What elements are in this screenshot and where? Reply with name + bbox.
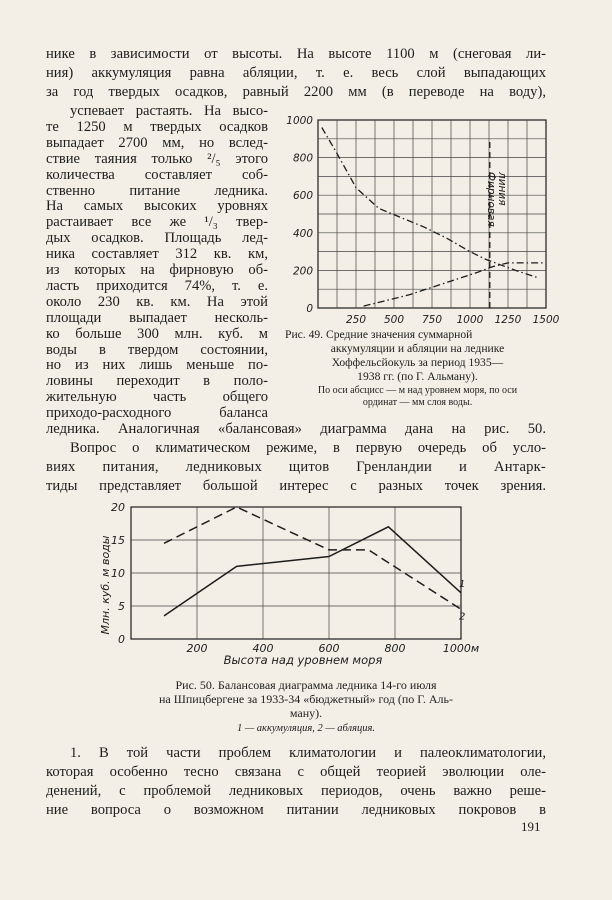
fig50-x-tick: 400 xyxy=(252,642,274,655)
figure-49-chart xyxy=(280,110,560,335)
fig50-y-tick: 0 xyxy=(118,633,125,646)
paragraph-1-last-line: ледника. Аналогичная «балансовая» диаграмма дана на рис. 50. xyxy=(46,421,546,437)
fig50-x-axis-label: Высота над уровнем моря xyxy=(223,653,383,667)
paragraph-1-line: нике в зависимости от высоты. На высоте 1100 м (снеговая ли- xyxy=(46,46,546,62)
fig49-y-tick: 1000 xyxy=(286,115,313,127)
fig49-note-line: ординат — мм слоя воды. xyxy=(362,397,473,408)
fig49-y-tick: 600 xyxy=(292,190,313,203)
fig50-caption-line: Рис. 50. Балансовая диаграмма ледника 14-го июля xyxy=(175,678,437,692)
firn-line-annotation xyxy=(485,171,508,227)
fig50-series-label: 1 xyxy=(459,578,466,590)
figure-50-caption xyxy=(88,678,524,720)
fig50-y-tick: 10 xyxy=(111,567,125,580)
fig49-caption-line: 1938 гг. (по Г. Альману). xyxy=(357,370,478,383)
paragraph-1-narrow-line: успевает растаять. На высо- xyxy=(70,103,268,119)
fig50-caption-line: на Шпицбергене за 1933-34 «бюджетный» год (по Г. Аль- xyxy=(159,692,453,706)
paragraph-1-line: ния) аккумуляция равна абляции, т. е. весь слой выпадающих xyxy=(46,65,546,81)
paragraph-3-line-3: денений, с проблемой ледниковых периодов, очень важно реше- xyxy=(46,783,546,799)
fig49-y-tick: 0 xyxy=(306,303,313,315)
paragraph-1-narrow-line: площади выпадает несколь- xyxy=(46,309,268,326)
figure-49-caption xyxy=(285,328,550,384)
figure-50-legend: 1 — аккумуляция, 2 — абляция. xyxy=(236,723,376,734)
fig49-y-tick: 200 xyxy=(292,265,313,278)
paragraph-2-line-2: виях питания, ледниковых щитов Гренландии и Антарк- xyxy=(46,459,546,475)
fig49-x-tick: 250 xyxy=(345,314,367,326)
fig49-x-tick: 750 xyxy=(421,314,443,326)
fig49-caption-line: аккумуляции и абляции на леднике xyxy=(330,342,505,355)
paragraph-1-narrow-line: но из них лишь меньше по- xyxy=(46,357,268,374)
paragraph-3-line-4: ние вопроса о возможном питании ледниковых покровов в xyxy=(46,802,546,818)
fig50-caption-line: ману). xyxy=(289,706,323,720)
firn-line-label-2: линия xyxy=(496,172,508,206)
fig49-note-line: По оси абсцисс — м над уровнем моря, по оси xyxy=(317,385,518,396)
fig50-x-tick: 200 xyxy=(186,642,208,655)
figure-49-note xyxy=(285,385,550,409)
paragraph-1-narrow-line: На самых высоких уровнях xyxy=(46,198,268,215)
paragraph-1-narrow-line: ственно питание ледника. xyxy=(46,182,268,199)
paragraph-1-narrow-line: ко больше 300 млн. куб. м xyxy=(46,325,268,342)
paragraph-1-narrow-line: те 1250 м твердых осадков xyxy=(46,118,268,135)
paragraph-3-line-2: которая особенно тесно связана с общей теорией эволюции оле- xyxy=(46,764,546,780)
paragraph-1-narrow-line: из которых на фирновую об- xyxy=(46,262,268,278)
fig50-x-tick: 1000м xyxy=(442,642,480,655)
page-number: 191 xyxy=(521,819,541,834)
paragraph-1-narrow-line: ловины переходит в поло- xyxy=(46,373,268,390)
fig49-y-tick: 800 xyxy=(292,152,313,165)
fig49-caption-line: Хоффельсйокуль за период 1935— xyxy=(331,356,504,369)
fig49-caption-line: Рис. 49. Средние значения суммарной xyxy=(285,328,473,341)
figure-50-chart xyxy=(85,497,505,672)
paragraph-1-narrow-line: жительную часть общего xyxy=(46,389,268,406)
fig49-x-tick: 1000 xyxy=(456,314,484,326)
paragraph-1-line: за год твердых осадков, равный 2200 мм (в переводе на воду), xyxy=(46,84,546,100)
paragraph-1-narrow-line: приходо-расходного баланса xyxy=(46,405,268,422)
fig49-x-tick: 1250 xyxy=(494,314,522,326)
fig49-series-line xyxy=(364,263,546,306)
fig49-x-tick: 1500 xyxy=(532,314,560,326)
fig50-y-tick: 15 xyxy=(111,534,125,547)
paragraph-2-line-1: Вопрос о климатическом режиме, в первую очередь об усло- xyxy=(70,440,546,456)
firn-line-label-1: Фирновая xyxy=(485,172,497,227)
paragraph-1-narrow-line: ствие таяния только ²/₅ этого xyxy=(46,150,268,167)
fig50-series-label: 2 xyxy=(459,611,466,623)
paragraph-2-line-3: тиды представляет большой интерес с разных точек зрения. xyxy=(46,478,546,494)
paragraph-1-narrow-line: растаивает все же ¹/₃ твер- xyxy=(46,214,268,231)
fig50-x-tick: 800 xyxy=(384,642,406,655)
paragraph-1-narrow-line: дых осадков. Площадь лед- xyxy=(46,230,268,247)
fig50-y-tick: 20 xyxy=(111,501,125,514)
paragraph-1-narrow-line: количества составляет соб- xyxy=(46,166,268,183)
fig49-x-tick: 500 xyxy=(383,314,405,326)
fig50-y-axis-label: Млн. куб. м воды xyxy=(99,535,112,635)
fig50-y-tick: 5 xyxy=(118,600,125,613)
paragraph-1-narrow-line: ласть приходится 74%, т. е. xyxy=(46,277,268,294)
fig49-y-tick: 400 xyxy=(292,227,313,240)
paragraph-1-narrow-line: около 230 кв. км. На этой xyxy=(46,293,268,310)
paragraph-1-narrow-line: выпадает 2700 мм, но вслед- xyxy=(46,134,268,151)
fig50-x-tick: 600 xyxy=(318,642,340,655)
paragraph-1-narrow-line: ника составляет 312 кв. км, xyxy=(46,246,268,263)
paragraph-3-line-1: 1. В той части проблем климатологии и палеоклиматологии, xyxy=(70,745,546,761)
paragraph-1-narrow-line: воды в твердом состоянии, xyxy=(46,341,268,358)
